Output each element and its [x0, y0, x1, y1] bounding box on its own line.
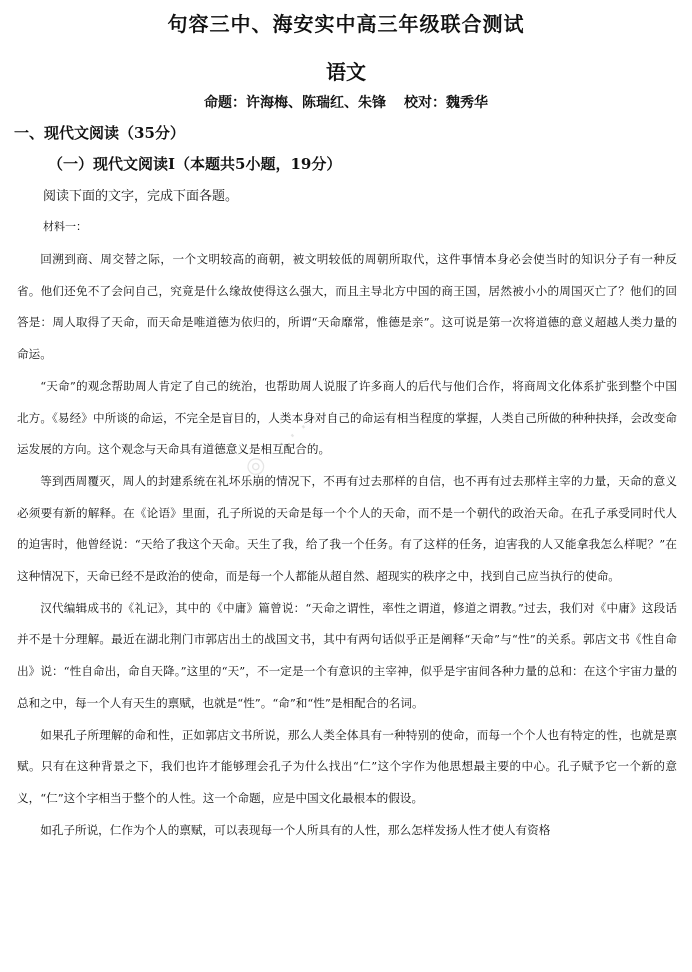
- paragraph: 等到西周覆灭，周人的封建系统在礼坏乐崩的情况下，不再有过去那样的自信，也不再有过去那样主宰的力量，天命的意义必须要有新的解释。在《论语》里面，孔子所说的天命是每一个个人的天命，而不是一个朝代的政治天命。在孔子承受同时代人的迫害时，他曾经说：“天给了我这个天命。天生了我，给了我一个任务。有了这样的任务，迫害我的人又能拿我怎么样呢？”在这种情况下，天命已经不是政治的使命，而是每一个人都能从超自然、超现实的秩序之中，找到自己应当执行的使命。: [17, 473, 677, 584]
- instruction-text: 阅读下面的文字，完成下面各题。: [43, 189, 239, 204]
- author-line: [0, 92, 692, 112]
- paragraph: 如孔子所说，仁作为个人的禀赋，可以表现每一个人所具有的人性，那么怎样发扬人性才使人有资格: [40, 822, 551, 837]
- section-heading: 一、现代文阅读（35分）: [14, 124, 185, 142]
- watermark: ◎ · · · · ·: [240, 407, 326, 482]
- section-subheading: （一）现代文阅读Ⅰ（本题共5小题，19分）: [48, 155, 342, 173]
- proposers: 命题：许海梅、陈瑞红、朱锋: [204, 95, 386, 111]
- paragraph: 回溯到商、周交替之际，一个文明较高的商朝，被文明较低的周朝所取代，这件事情本身必会使当时的知识分子有一种反省。他们还免不了会问自己，究竟是什么缘故使得这么强大，而且主导北方中国的商王国，居然被小小的周国灭亡了？他们的回答是：周人取得了天命，而天命是唯道德为依归的，所谓“天命靡常，惟德是亲”。这可说是第一次将道德的意义超越人类力量的命运。: [17, 252, 677, 362]
- paragraph: 如果孔子所理解的命和性，正如郭店文书所说，那么人类全体具有一种特别的使命，而每一个个人也有特定的性，也就是禀赋。只有在这种背景之下，我们也许才能够理会孔子为什么找出“仁”这个字作为他思想最主要的中心。孔子赋予它一个新的意义，“仁”这个字相当于整个的人性。这一个命题，应是中国文化最根本的假设。: [17, 727, 677, 805]
- article-body: [17, 244, 677, 846]
- paragraph: “天命”的观念帮助周人肯定了自己的统治，也帮助周人说服了许多商人的后代与他们合作，将商周文化体系扩张到整个中国北方。《易经》中所谈的命运，不完全是盲目的，人类本身对自己的命运有相当程度的掌握，人类自己所做的种种抉择，会改变命运发展的方向。这个观念与天命具有道德意义是相互配合的。: [17, 378, 677, 457]
- material-label: 材料一：: [43, 220, 87, 233]
- paragraph: 汉代编辑成书的《礼记》，其中的《中庸》篇曾说：“天命之谓性，率性之谓道，修道之谓教。”过去，我们对《中庸》这段话并不是十分理解。最近在湖北荆门市郭店出土的战国文书，其中有两句话似乎正是阐释“天命”与“性”的关系。郭店文书《性自命出》说：“性自命出，命自天降。”这里的“天”，不一定是一个有意识的主宰神，似乎是宇宙间各种力量的总和：在这个宇宙力量的总和之中，每一个人有天生的禀赋，也就是“性”。“命”和“性”是相配合的名词。: [17, 600, 677, 710]
- exam-title: 句容三中、海安实中高三年级联合测试: [167, 12, 525, 36]
- subject-title: 语文: [326, 60, 366, 84]
- proofreader: 校对：魏秀华: [404, 95, 488, 111]
